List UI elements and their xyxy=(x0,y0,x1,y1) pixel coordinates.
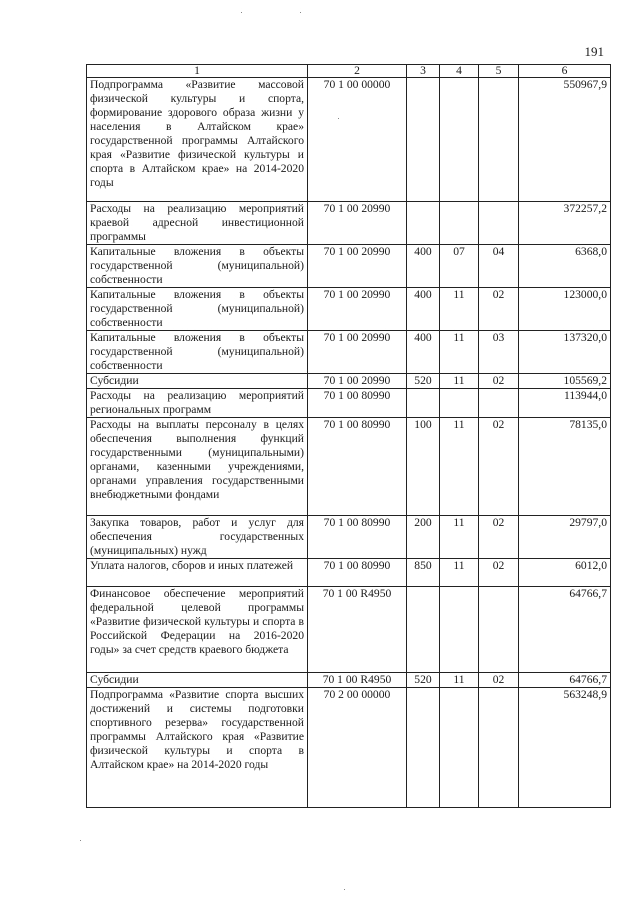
subsection-cell: 02 xyxy=(479,559,519,587)
budget-table xyxy=(86,64,611,808)
row-name-cell: Подпрограмма «Развитие спорта высших достижений и системы подготовки спортивного резерва» государственной программы Алтайского края «Развитие физической культуры и спорта в Алтайском крае» на 2014-2020 годы xyxy=(87,688,308,808)
row-name-cell: Расходы на реализацию мероприятий краевой адресной инвестиционной программы xyxy=(87,202,308,245)
target-code-cell: 70 1 00 80990 xyxy=(308,389,407,418)
table-row xyxy=(87,245,611,288)
scan-speck xyxy=(338,118,339,119)
column-header: 1 xyxy=(87,65,308,78)
table-row xyxy=(87,78,611,202)
target-code-cell: 70 1 00 20990 xyxy=(308,374,407,389)
section-cell: 11 xyxy=(440,374,479,389)
subsection-cell xyxy=(479,688,519,808)
row-name-cell: Капитальные вложения в объекты государственной (муниципальной) собственности xyxy=(87,288,308,331)
row-name-cell: Уплата налогов, сборов и иных платежей xyxy=(87,559,308,587)
subsection-cell xyxy=(479,587,519,673)
row-name-cell: Капитальные вложения в объекты государственной (муниципальной) собственности xyxy=(87,245,308,288)
expense-type-cell xyxy=(407,587,440,673)
amount-cell: 64766,7 xyxy=(519,587,611,673)
amount-cell: 563248,9 xyxy=(519,688,611,808)
subsection-cell: 02 xyxy=(479,418,519,516)
table-row xyxy=(87,202,611,245)
section-cell: 11 xyxy=(440,418,479,516)
target-code-cell: 70 1 00 00000 xyxy=(308,78,407,202)
target-code-cell: 70 2 00 00000 xyxy=(308,688,407,808)
table-header-row xyxy=(87,65,611,78)
subsection-cell: 02 xyxy=(479,374,519,389)
target-code-cell: 70 1 00 20990 xyxy=(308,245,407,288)
amount-cell: 29797,0 xyxy=(519,516,611,559)
amount-cell: 113944,0 xyxy=(519,389,611,418)
subsection-cell: 02 xyxy=(479,288,519,331)
expense-type-cell xyxy=(407,78,440,202)
target-code-cell: 70 1 00 20990 xyxy=(308,288,407,331)
amount-cell: 64766,7 xyxy=(519,673,611,688)
target-code-cell: 70 1 00 80990 xyxy=(308,559,407,587)
column-header: 3 xyxy=(407,65,440,78)
amount-cell: 137320,0 xyxy=(519,331,611,374)
amount-cell: 6012,0 xyxy=(519,559,611,587)
target-code-cell: 70 1 00 20990 xyxy=(308,202,407,245)
subsection-cell: 02 xyxy=(479,673,519,688)
row-name-cell: Капитальные вложения в объекты государственной (муниципальной) собственности xyxy=(87,331,308,374)
expense-type-cell: 400 xyxy=(407,331,440,374)
row-name-cell: Расходы на выплаты персоналу в целях обеспечения выполнения функций государственными (муниципальными) органами, казенными учреждениями, органами управления государственными внебюджетными фондами xyxy=(87,418,308,516)
amount-cell: 123000,0 xyxy=(519,288,611,331)
amount-cell: 372257,2 xyxy=(519,202,611,245)
section-cell xyxy=(440,688,479,808)
scan-speck xyxy=(241,12,242,13)
expense-type-cell: 100 xyxy=(407,418,440,516)
subsection-cell xyxy=(479,202,519,245)
row-name-cell: Закупка товаров, работ и услуг для обеспечения государственных (муниципальных) нужд xyxy=(87,516,308,559)
table-row xyxy=(87,418,611,516)
table-row xyxy=(87,673,611,688)
subsection-cell: 02 xyxy=(479,516,519,559)
expense-type-cell: 850 xyxy=(407,559,440,587)
table-row xyxy=(87,688,611,808)
target-code-cell: 70 1 00 80990 xyxy=(308,516,407,559)
table-row xyxy=(87,288,611,331)
section-cell: 11 xyxy=(440,331,479,374)
table-row xyxy=(87,331,611,374)
subsection-cell xyxy=(479,78,519,202)
section-cell xyxy=(440,202,479,245)
amount-cell: 78135,0 xyxy=(519,418,611,516)
column-header: 6 xyxy=(519,65,611,78)
table-row xyxy=(87,587,611,673)
table-row xyxy=(87,559,611,587)
section-cell: 11 xyxy=(440,673,479,688)
scan-speck xyxy=(300,12,301,13)
column-header: 5 xyxy=(479,65,519,78)
section-cell: 11 xyxy=(440,516,479,559)
target-code-cell: 70 1 00 20990 xyxy=(308,331,407,374)
subsection-cell: 03 xyxy=(479,331,519,374)
target-code-cell: 70 1 00 R4950 xyxy=(308,587,407,673)
table-row xyxy=(87,516,611,559)
expense-type-cell: 400 xyxy=(407,245,440,288)
section-cell: 11 xyxy=(440,288,479,331)
section-cell: 07 xyxy=(440,245,479,288)
target-code-cell: 70 1 00 80990 xyxy=(308,418,407,516)
subsection-cell xyxy=(479,389,519,418)
expense-type-cell: 400 xyxy=(407,288,440,331)
expense-type-cell xyxy=(407,688,440,808)
section-cell xyxy=(440,587,479,673)
target-code-cell: 70 1 00 R4950 xyxy=(308,673,407,688)
expense-type-cell xyxy=(407,202,440,245)
expense-type-cell: 520 xyxy=(407,374,440,389)
scan-speck xyxy=(80,840,81,841)
column-header: 4 xyxy=(440,65,479,78)
row-name-cell: Подпрограмма «Развитие массовой физической культуры и спорта, формирование здорового образа жизни у населения в Алтайском крае» государственной программы Алтайского края «Развитие физической культуры и спорта в Алтайском крае» на 2014-2020 годы xyxy=(87,78,308,202)
section-cell xyxy=(440,389,479,418)
table-row xyxy=(87,374,611,389)
amount-cell: 105569,2 xyxy=(519,374,611,389)
expense-type-cell: 200 xyxy=(407,516,440,559)
section-cell xyxy=(440,78,479,202)
table-row xyxy=(87,389,611,418)
subsection-cell: 04 xyxy=(479,245,519,288)
expense-type-cell: 520 xyxy=(407,673,440,688)
scan-speck xyxy=(344,889,345,890)
amount-cell: 550967,9 xyxy=(519,78,611,202)
page-number: 191 xyxy=(584,44,604,59)
section-cell: 11 xyxy=(440,559,479,587)
row-name-cell: Субсидии xyxy=(87,374,308,389)
amount-cell: 6368,0 xyxy=(519,245,611,288)
row-name-cell: Субсидии xyxy=(87,673,308,688)
column-header: 2 xyxy=(308,65,407,78)
expense-type-cell xyxy=(407,389,440,418)
row-name-cell: Расходы на реализацию мероприятий региональных программ xyxy=(87,389,308,418)
row-name-cell: Финансовое обеспечение мероприятий федеральной целевой программы «Развитие физической культуры и спорта в Российской Федерации на 2016-2020 годы» за счет средств краевого бюджета xyxy=(87,587,308,673)
